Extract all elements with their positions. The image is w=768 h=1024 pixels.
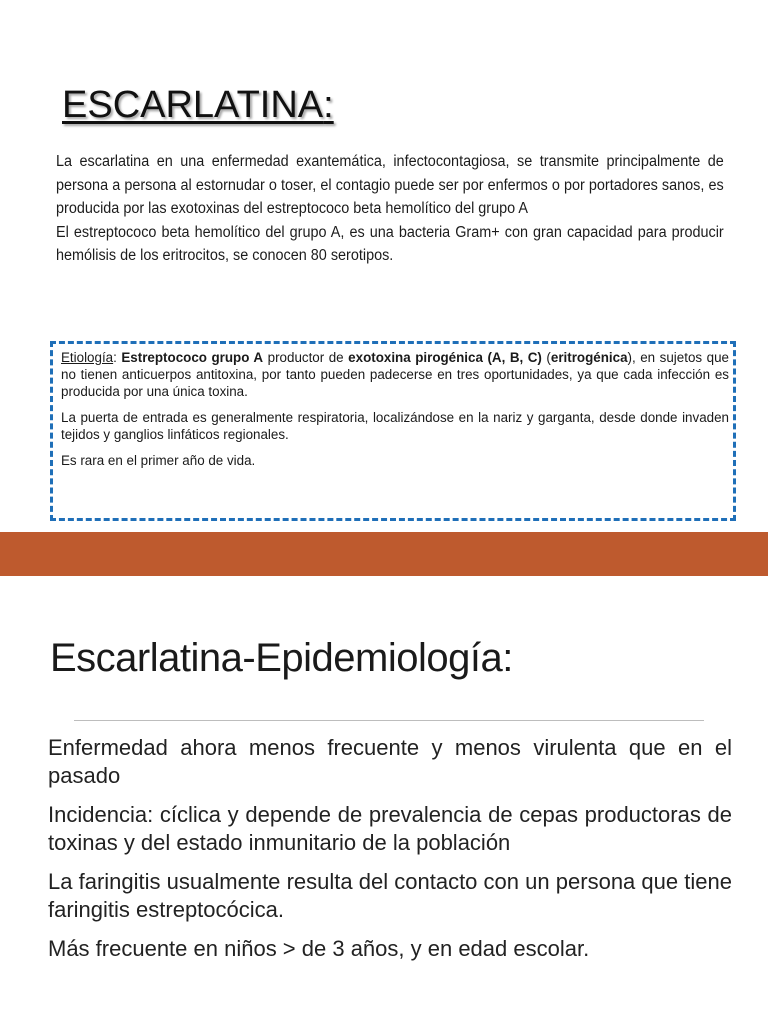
eritrogenica-term: eritrogénica bbox=[550, 350, 628, 365]
rare-paragraph: Es rara en el primer año de vida. bbox=[61, 453, 256, 468]
list-item: Más frecuente en niños > de 3 años, y en edad escolar. bbox=[48, 936, 590, 961]
slide-title-epidemiology: Escarlatina-Epidemiología: bbox=[50, 636, 513, 680]
toxin-name: exotoxina pirogénica (A, B, C) bbox=[348, 350, 542, 365]
scanned-text-block bbox=[56, 150, 724, 268]
slide-title: ESCARLATINA: bbox=[62, 84, 334, 126]
list-item: Enfermedad ahora menos frecuente y menos virulenta que en el pasado bbox=[48, 735, 732, 788]
slide-divider-band bbox=[0, 532, 768, 576]
etiology-box bbox=[50, 341, 736, 521]
list-item: La faringitis usualmente resulta del contacto con un persona que tiene faringitis estreptocócica. bbox=[48, 869, 732, 922]
list-item: Incidencia: cíclica y depende de prevalencia de cepas productoras de toxinas y del estado inmunitario de la población bbox=[48, 802, 732, 855]
definition-paragraph: La escarlatina en una enfermedad exantemática, infectocontagiosa, se transmite principalmente de persona a persona al estornudar o toser, el contagio puede ser por enfermos o por portadores sanos, es producida por las exotoxinas del estreptococo beta hemolítico del grupo A bbox=[56, 153, 724, 217]
entry-paragraph: La puerta de entrada es generalmente respiratoria, localizándose en la nariz y garganta, desde donde invaden tejidos y ganglios linfáticos regionales. bbox=[61, 410, 729, 442]
title-divider bbox=[74, 720, 704, 721]
agent-name: Estreptococo grupo A bbox=[121, 350, 264, 365]
bacteria-paragraph: El estreptococo beta hemolítico del grupo A, es una bacteria Gram+ con gran capacidad para producir hemólisis de los eritrocitos, se conocen 80 serotipos. bbox=[56, 223, 724, 264]
etiology-paragraph: Etiología: Estreptococo grupo A productor de exotoxina pirogénica (A, B, C) (eritrogénica), en sujetos que no tienen anticuerpos antitoxina, por tanto pueden padecerse en tres oportunidades, ya que cada infección es producida por una única toxina. bbox=[61, 350, 729, 399]
etiology-label: Etiología bbox=[61, 350, 114, 365]
slide-epidemiologia bbox=[0, 576, 768, 1024]
bullet-list bbox=[48, 734, 732, 974]
